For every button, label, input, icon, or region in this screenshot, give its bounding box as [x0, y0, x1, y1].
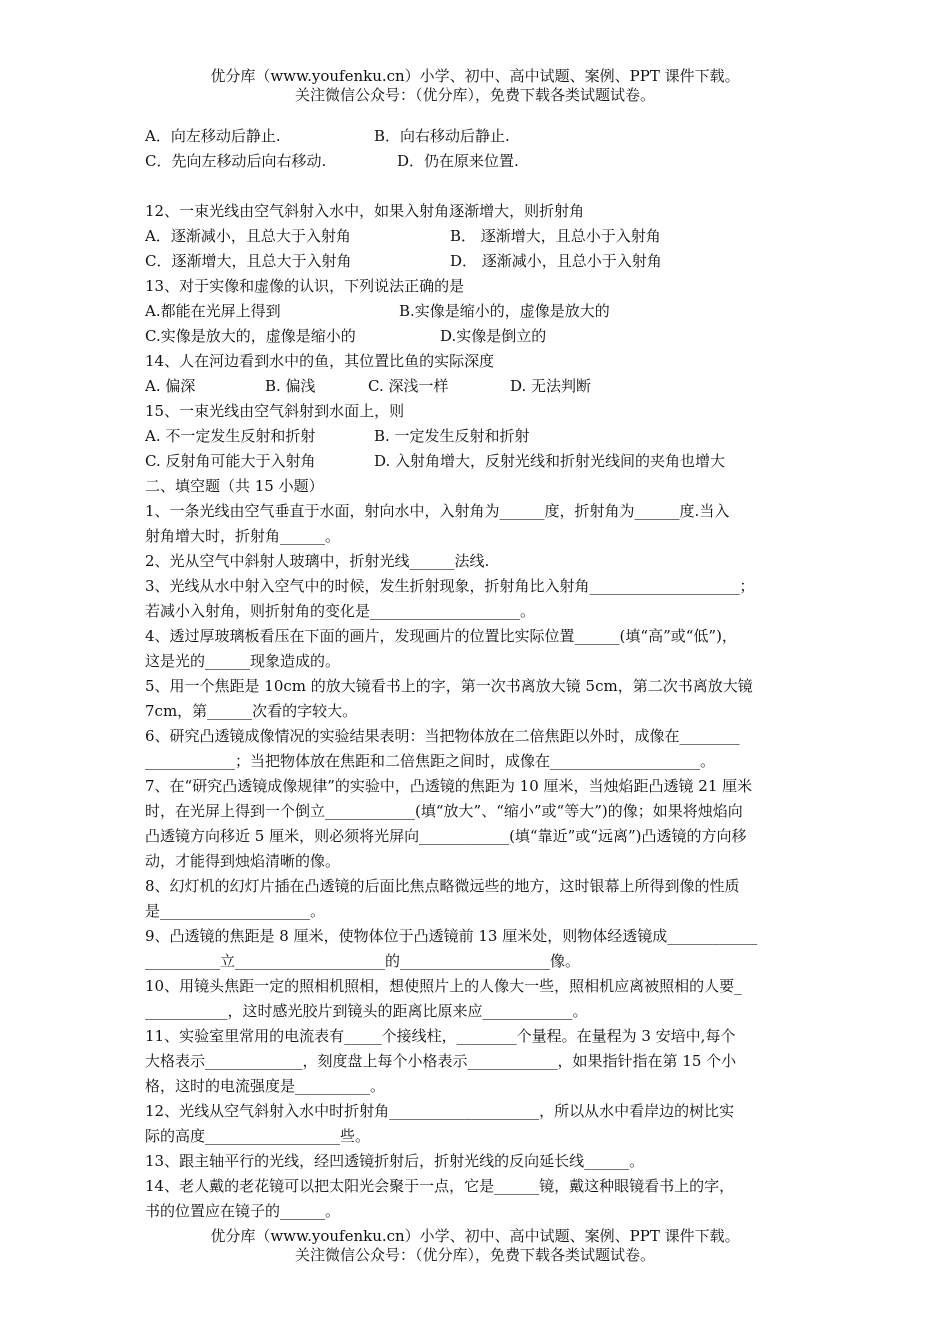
q12-stem: 12、一束光线由空气斜射入水中，如果入射角逐渐增大，则折射角	[145, 202, 585, 220]
page-header	[0, 67, 950, 105]
q12-options-row-1	[145, 224, 813, 249]
q12-option-d: D． 逐渐减小，且总小于入射角	[450, 252, 662, 270]
fill-in-line: 是____________________。	[145, 902, 326, 920]
fill-in-line: 4、透过厚玻璃板看压在下面的画片，发现画片的位置比实际位置______(填“高”或“低”)，	[145, 627, 737, 645]
fill-in-line: __________立____________________的____________________像。	[145, 952, 581, 970]
fill-in-line: 10、用镜头焦距一定的照相机照相，想使照片上的人像大一些，照相机应离被照相的人要_	[145, 977, 742, 995]
fill-in-line: 书的位置应在镜子的______。	[145, 1202, 341, 1220]
q13-stem: 13、对于实像和虚像的认识，下列说法正确的是	[145, 277, 465, 295]
q11-options-row-1	[145, 124, 813, 149]
q13-options-row-1	[145, 299, 813, 324]
fill-in-line: 1、一条光线由空气垂直于水面，射向水中，入射角为______度，折射角为______度.当入	[145, 502, 730, 520]
fill-in-line: 14、老人戴的老花镜可以把太阳光会聚于一点，它是______镜，戴这种眼镜看书上的字，	[145, 1177, 735, 1195]
q14-option-a: A. 偏深	[145, 377, 196, 395]
q15-option-d: D. 入射角增大，反射光线和折射光线间的夹角也增大	[374, 452, 726, 470]
fill-in-line: 时，在光屏上得到一个倒立____________(填“放大”、“缩小”或“等大”)的像；如果将烛焰向	[145, 802, 743, 820]
fill-in-line: 格，这时的电流强度是__________。	[145, 1077, 386, 1095]
fill-in-line: 大格表示_____________，刻度盘上每个小格表示____________，如果指针指在第 15 个小	[145, 1052, 737, 1070]
header-line-1: 优分库（www.youfenku.cn）小学、初中、高中试题、案例、PPT 课件下载。	[210, 67, 740, 85]
q14-option-d: D. 无法判断	[510, 377, 592, 395]
q12-option-a: A．逐渐减小，且总大于入射角	[145, 227, 351, 245]
q15-stem: 15、一束光线由空气斜射到水面上，则	[145, 402, 405, 420]
fill-in-line: ___________，这时感光胶片到镜头的距离比原来应____________。	[145, 1002, 588, 1020]
fill-in-line: 2、光从空气中斜射人玻璃中，折射光线______法线.	[145, 552, 490, 570]
fill-in-line: 6、研究凸透镜成像情况的实验结果表明：当把物体放在二倍焦距以外时，成像在________	[145, 727, 740, 745]
q13-option-b: B.实像是缩小的，虚像是放大的	[399, 302, 610, 320]
document-body	[145, 124, 813, 1224]
q11-option-a: A．向左移动后静止.	[145, 127, 281, 145]
q12-options-row-2	[145, 249, 813, 274]
fill-in-questions	[145, 499, 813, 1224]
fill-in-line: 9、凸透镜的焦距是 8 厘米，使物体位于凸透镜前 13 厘米处，则物体经透镜成____________	[145, 927, 758, 945]
q15-options-row-2	[145, 449, 813, 474]
q13-option-c: C.实像是放大的，虚像是缩小的	[145, 327, 356, 345]
q11-option-d: D．仍在原来位置.	[397, 152, 519, 170]
q13-option-d: D.实像是倒立的	[440, 327, 547, 345]
q14-option-c: C. 深浅一样	[368, 377, 449, 395]
fill-in-line: 11、实验室里常用的电流表有_____个接线柱，________个量程。在量程为 3 安培中,每个	[145, 1027, 736, 1045]
fill-in-line: 若减小入射角，则折射角的变化是____________________。	[145, 602, 536, 620]
q15-options-row-1	[145, 424, 813, 449]
q15-option-c: C. 反射角可能大于入射角	[145, 452, 316, 470]
q12-option-c: C．逐渐增大，且总大于入射角	[145, 252, 352, 270]
fill-in-line: 凸透镜方向移近 5 厘米，则必须将光屏向____________(填“靠近”或“远离”)凸透镜的方向移	[145, 827, 747, 845]
spacer	[145, 174, 813, 199]
header-line-2: 关注微信公众号：（优分库），免费下载各类试题试卷。	[294, 86, 655, 104]
q13-option-a: A.都能在光屏上得到	[145, 302, 281, 320]
fill-in-line: 8、幻灯机的幻灯片插在凸透镜的后面比焦点略微远些的地方，这时银幕上所得到像的性质	[145, 877, 740, 895]
q11-options-row-2	[145, 149, 813, 174]
q11-option-b: B．向右移动后静止.	[374, 127, 510, 145]
q14-stem: 14、人在河边看到水中的鱼，其位置比鱼的实际深度	[145, 352, 495, 370]
fill-in-line: 际的高度__________________些。	[145, 1127, 371, 1145]
fill-in-line: 3、光线从水中射入空气中的时候，发生折射现象，折射角比入射角____________________；	[145, 577, 755, 595]
q14-options-row	[145, 374, 813, 399]
fill-in-line: 13、跟主轴平行的光线，经凹透镜折射后，折射光线的反向延长线______。	[145, 1152, 645, 1170]
q12-option-b: B． 逐渐增大，且总小于入射角	[450, 227, 661, 245]
section-title: 二、填空题（共 15 小题）	[145, 477, 324, 495]
fill-in-line: 7cm，第______次看的字较大。	[145, 702, 358, 720]
q15-option-b: B. 一定发生反射和折射	[374, 427, 530, 445]
q11-option-c: C．先向左移动后向右移动.	[145, 152, 327, 170]
fill-in-line: 7、在“研究凸透镜成像规律”的实验中，凸透镜的焦距为 10 厘米，当烛焰距凸透镜 21 厘米	[145, 777, 753, 795]
q14-option-b: B. 偏浅	[265, 377, 316, 395]
page-footer	[0, 1227, 950, 1265]
q13-options-row-2	[145, 324, 813, 349]
footer-line-1: 优分库（www.youfenku.cn）小学、初中、高中试题、案例、PPT 课件下载。	[210, 1227, 740, 1245]
fill-in-line: 这是光的______现象造成的。	[145, 652, 341, 670]
fill-in-line: 动，才能得到烛焰清晰的像。	[145, 852, 341, 870]
fill-in-line: 射角增大时，折射角______。	[145, 527, 341, 545]
fill-in-line: ____________；当把物体放在焦距和二倍焦距之间时，成像在____________________。	[145, 752, 716, 770]
q15-option-a: A. 不一定发生反射和折射	[145, 427, 316, 445]
fill-in-line: 12、光线从空气斜射入水中时折射角____________________，所以从水中看岸边的树比实	[145, 1102, 735, 1120]
footer-line-2: 关注微信公众号：（优分库），免费下载各类试题试卷。	[294, 1246, 655, 1264]
fill-in-line: 5、用一个焦距是 10cm 的放大镜看书上的字，第一次书离放大镜 5cm，第二次书离放大镜	[145, 677, 753, 695]
